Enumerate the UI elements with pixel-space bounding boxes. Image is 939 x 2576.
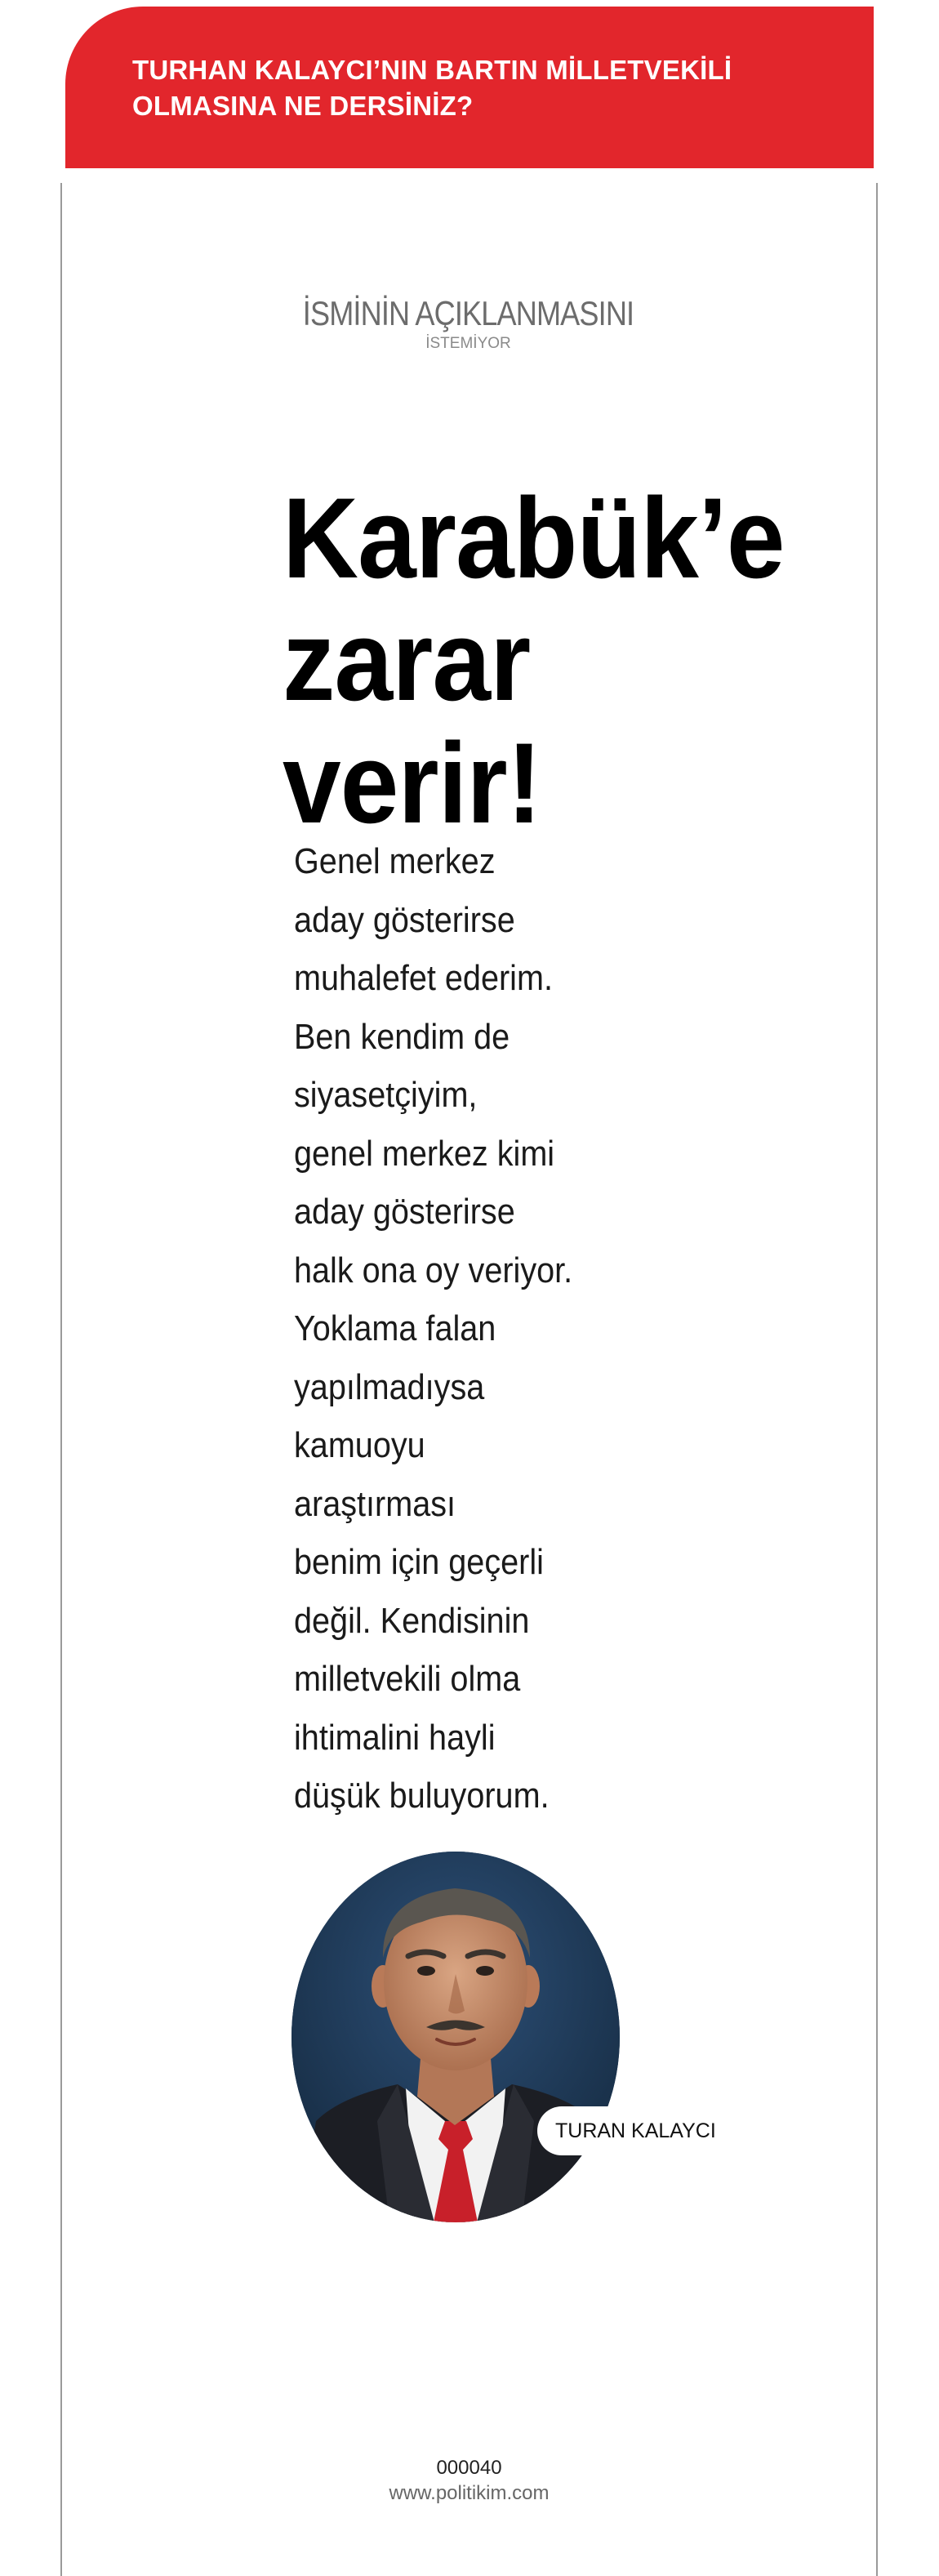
source-block: [60, 294, 876, 353]
question-banner: [65, 7, 874, 168]
quote-text: Genel merkez aday gösterirse muhalefet ederim. Ben kendim de siyasetçiyim, genel merkez kimi aday gösterirse halk ona oy veriyor. Yoklama falan yapılmadıysa kamuoyu araştırması benim için geçerli değil. Kendisinin milletvekili olma ihtimalini hayli düşük buluyorum.: [294, 841, 573, 1816]
source-name: İSMİNİN AÇIKLANMASINI: [302, 294, 634, 332]
source-subtitle: İSTEMİYOR: [425, 335, 511, 352]
banner-title: TURHAN KALAYCI’NIN BARTIN MİLLETVEKİLİ OLMASINA NE DERSİNİZ?: [132, 55, 732, 121]
photo-name-tag: TURAN KALAYCI: [537, 2106, 734, 2155]
portrait-photo: [291, 1852, 620, 2222]
footer: [62, 2456, 876, 2507]
footer-url[interactable]: www.politikim.com: [389, 2482, 550, 2504]
headline: Karabük’e zarar verir!: [283, 474, 785, 847]
portrait-illustration: [291, 1852, 620, 2222]
footer-code: 000040: [436, 2457, 502, 2479]
answer-panel: [60, 183, 878, 2576]
